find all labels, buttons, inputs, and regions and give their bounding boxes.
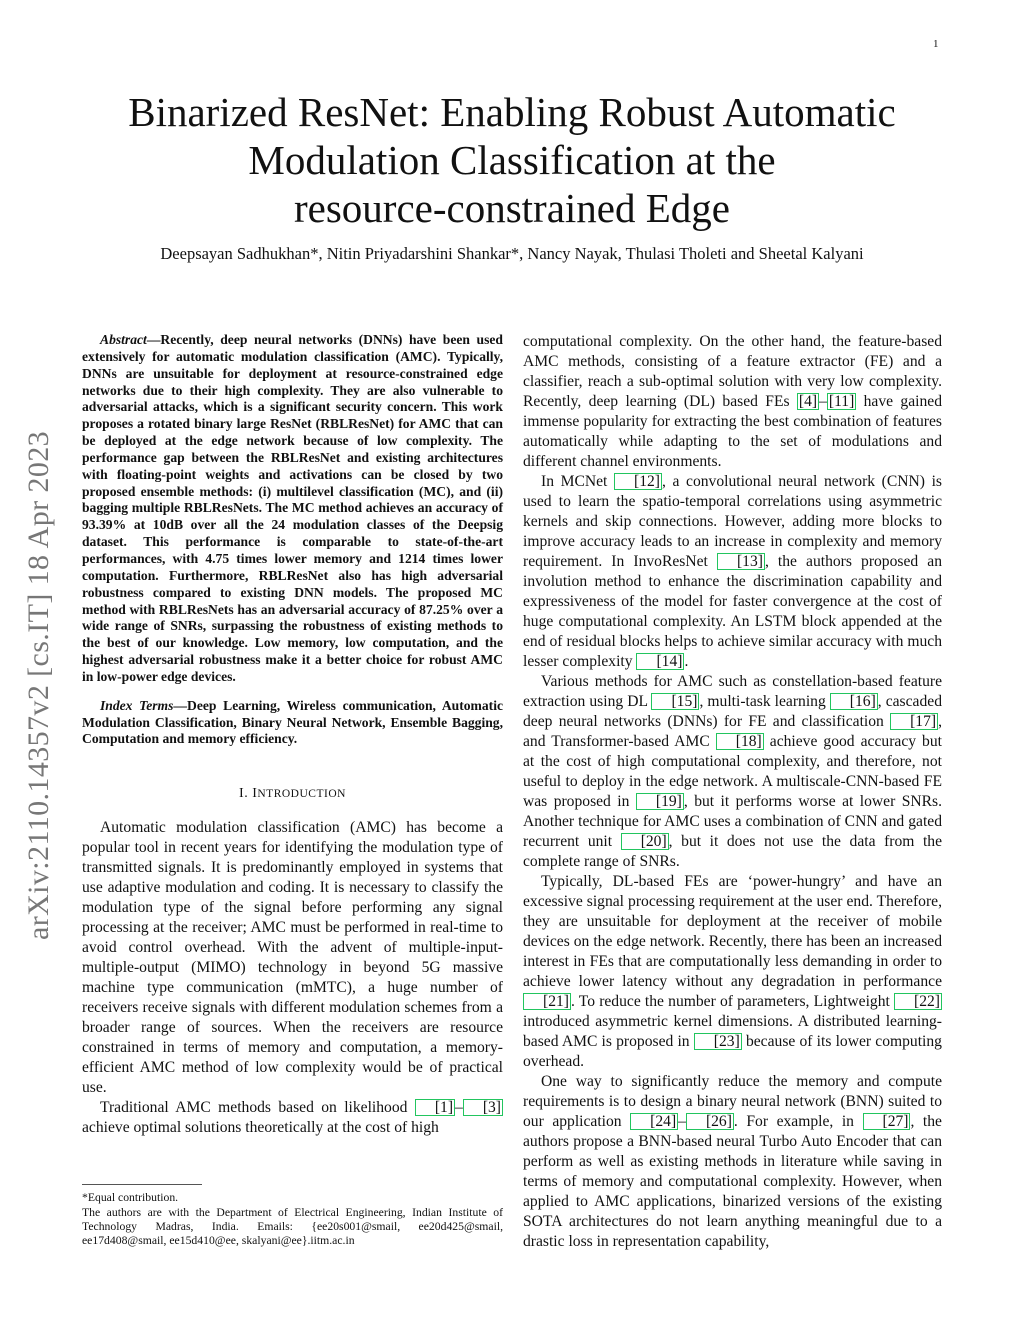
text-span: Typically, DL-based FEs are ‘power-hungry’ and have an excessive signal processing requirement at the user end. Therefore, they are unsuitable for deployment at the receiver of mobile devices on the edge network. Recently, there has been an increased interest in FEs that are computationally less demanding in order to achieve lower latency without any degradation in performance <box>523 873 942 990</box>
citation-link[interactable]: [15] <box>651 693 699 710</box>
citation-link[interactable]: [4] <box>798 393 818 410</box>
index-terms-text: —Deep Learning, Wireless communication, Automatic Modulation Classification, Binary Neural Network, Ensemble Bagging, Computation and memory efficiency. <box>82 697 504 747</box>
text-span: – <box>455 1099 463 1117</box>
intro-paragraph-3 <box>523 332 942 472</box>
abstract-label: Abstract <box>100 332 147 347</box>
title-line-2: Modulation Classification at the <box>248 137 776 183</box>
citation-link[interactable]: [24] <box>630 1113 678 1130</box>
citation-link[interactable]: [26] <box>686 1113 734 1130</box>
text-span: introduced asymmetric kernel dimensions. A distributed learning-based AMC is proposed in <box>523 1013 942 1050</box>
abstract <box>82 332 503 686</box>
right-column <box>523 332 942 1252</box>
footnote-divider <box>82 1184 202 1185</box>
text-span: . <box>684 653 689 670</box>
abstract-text: —Recently, deep neural networks (DNNs) have been used extensively for automatic modulation classification (AMC). Typically, DNNs are unsuitable for deployment at resource-constrained edge networks due to their high complexity. They are also vulnerable to adversarial attacks, which is a significant security concern. This work proposes a rotated binary large ResNet (RBLResNet) for AMC that can be deployed at the edge network because of low complexity. The performance gap between the RBLResNet and existing architectures with floating-point weights and activations can be closed by two proposed ensemble methods: (i) multilevel classification (MC), and (ii) bagging multiple RBLResNets. The MC method achieves an accuracy of 93.39% at 10dB over all the 24 modulation classes of the Deepsig dataset. This performance is comparable to state-of-the-art performances, with 4.75 times lower memory and 1214 times lower computation. Furthermore, RBLResNet also has high adversarial robustness compared to existing DNN models. The proposed MC method with RBLResNets has an adversarial accuracy of 87.25% over a wide range of SNRs, surpassing the robustness of existing methods to the best of our knowledge. Low memory, low computation, and the highest adversarial robustness make it a better choice for robust AMC in low-power edge devices. <box>82 332 503 684</box>
text-span: . For example, in <box>733 1113 863 1130</box>
citation-link[interactable]: [21] <box>523 993 571 1010</box>
citation-link[interactable]: [19] <box>636 793 684 810</box>
intro-paragraph-2 <box>82 1098 503 1138</box>
index-terms <box>82 698 503 749</box>
text-span: In MCNet <box>541 473 614 490</box>
text-span: because of its lower computing overhead. <box>523 1033 942 1070</box>
intro-paragraph-4 <box>523 472 942 672</box>
text-span: One way to significantly reduce the memory and compute requirements is to design a binary neural network (BNN) suited to our application <box>523 1073 942 1130</box>
text-span: , cascaded deep neural networks (DNNs) for FE and classification <box>523 693 942 730</box>
section-numeral: I. I <box>239 786 258 802</box>
citation-link[interactable]: [20] <box>621 833 669 850</box>
citation-link[interactable]: [18] <box>716 733 764 750</box>
citation-link[interactable]: [22] <box>894 993 942 1010</box>
text-span: , multi-task learning <box>699 693 830 710</box>
intro-paragraph-5 <box>523 672 942 872</box>
text-span: . To reduce the number of parameters, Lightweight <box>570 993 895 1010</box>
citation-link[interactable]: [23] <box>694 1033 742 1050</box>
citation-link[interactable]: [14] <box>636 653 684 670</box>
citation-link[interactable]: [1] <box>415 1099 455 1116</box>
text-span: , but it performs worse at lower SNRs. Another technique for AMC uses a combination of CNN and gated recurrent unit <box>523 793 943 850</box>
citation-link[interactable]: [16] <box>830 693 878 710</box>
citation-link[interactable]: [13] <box>717 553 765 570</box>
text-span: achieve good accuracy but at the cost of high computational complexity, and therefore, not useful to deploy in the edge network. A multiscale-CNN-based FE was proposed in <box>523 733 942 810</box>
text-span: – <box>678 1113 686 1130</box>
text-span: , and Transformer-based AMC <box>523 713 942 750</box>
text-span: achieve optimal solutions theoretically at the cost of high <box>82 1119 439 1137</box>
citation-link[interactable]: [27] <box>863 1113 911 1130</box>
text-span: , a convolutional neural network (CNN) is used to learn the spatio-temporal correlations using asymmetric kernels and skip connections. However, adding more blocks to improve accuracy leads to an increase in complexity and memory requirement. In InvoResNet <box>523 473 942 570</box>
arxiv-identifier: arXiv:2110.14357v2 [cs.IT] 18 Apr 2023 <box>22 430 55 940</box>
title-line-3: resource-constrained Edge <box>294 185 730 231</box>
text-span: , the authors proposed an involution method to enhance the discrimination capability and expressiveness of the model for faster convergence at the cost of huge computational complexity. An LSTM block appended at the end of residual blocks helps to achieve similar accuracy with much lesser complexity <box>523 553 942 670</box>
title-line-1: Binarized ResNet: Enabling Robust Automatic <box>128 89 896 135</box>
text-span: Traditional AMC methods based on likelihood <box>100 1099 415 1117</box>
text-span: , but it does not use the data from the complete range of SNRs. <box>523 833 943 870</box>
section-name: NTRODUCTION <box>257 788 346 801</box>
citation-link[interactable]: [12] <box>614 473 662 490</box>
index-terms-label: Index Terms <box>100 697 174 713</box>
left-column <box>82 332 503 1138</box>
intro-paragraph-6 <box>523 872 942 1072</box>
footnote-affiliation: The authors are with the Department of Electrical Engineering, Indian Institute of Technology Madras, India. Emails: {ee20s001@smail, ee20d425@smail, ee17d408@smail, ee15d410@ee, skalyani@ee}.iitm.ac.in <box>82 1206 503 1248</box>
text-span: computational complexity. On the other hand, the feature-based AMC methods, consisting of a feature extractor (FE) and a classifier, reach a sub-optimal solution with very low complexity. Recently, deep learning (DL) based FEs <box>523 333 942 410</box>
paper-title <box>0 88 1024 232</box>
text-span: Various methods for AMC such as constellation-based feature extraction using DL <box>523 673 942 710</box>
text-span: have gained immense popularity for extracting the best combination of features automatically while adapting to the set of modulations and different channel environments. <box>523 393 942 470</box>
citation-link[interactable]: [17] <box>890 713 938 730</box>
citation-link[interactable]: [3] <box>463 1099 503 1116</box>
author-list: Deepsayan Sadhukhan*, Nitin Priyadarshini Shankar*, Nancy Nayak, Thulasi Tholeti and Sheetal Kalyani <box>160 244 864 263</box>
intro-paragraph-7 <box>523 1072 942 1252</box>
text-span: , the authors propose a BNN-based neural Turbo Auto Encoder that can perform as well as existing methods in literature while saving in terms of memory and computational complexity. However, when applied to AMC applications, binarized versions of the existing SOTA architectures do not learn anything meaningful due to a drastic loss in representation capability, <box>523 1113 942 1250</box>
footnote-equal-contribution: *Equal contribution. <box>82 1191 179 1204</box>
page-number: 1 <box>933 38 939 50</box>
citation-link[interactable]: [11] <box>828 393 855 410</box>
text-span: – <box>819 393 827 410</box>
intro-paragraph-1: Automatic modulation classification (AMC) has become a popular tool in recent years for identifying the modulation type of transmitted signals. It is predominantly employed in systems that use adaptive modulation and coding. It is necessary to classify the modulation type of the signal before performing any signal processing at the receiver; AMC must be performed in real-time to avoid control overhead. With the advent of multiple-input-multiple-output (MIMO) technology in beyond 5G massive machine type communication (mMTC), a huge number of receivers receive signals with different modulation schemes from a broader range of sources. When the receivers are resource constrained in terms of memory and computation, a memory-efficient AMC method of low complexity would be of practical use. <box>82 819 503 1097</box>
section-heading-introduction <box>82 784 503 804</box>
